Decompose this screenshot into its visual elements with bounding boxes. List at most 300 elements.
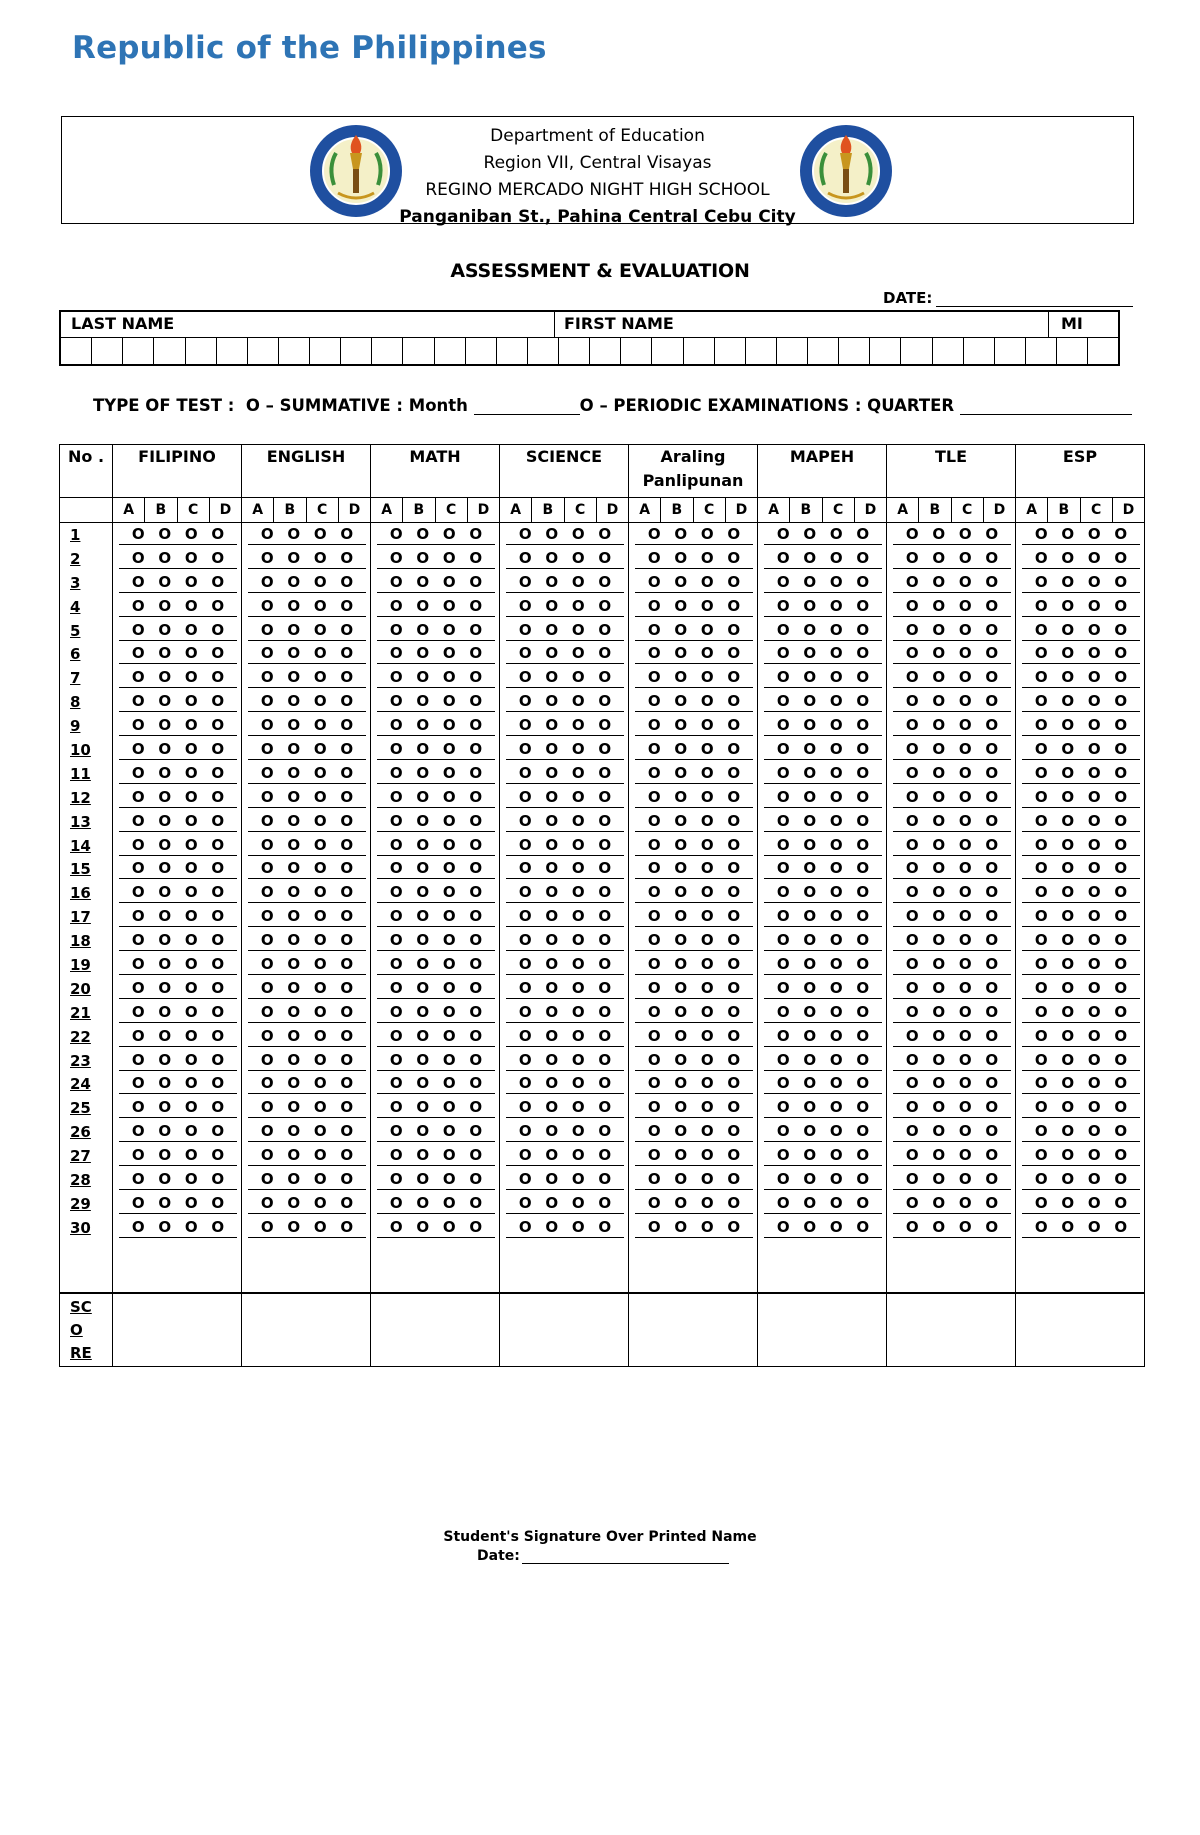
answer-bubble[interactable]: O	[545, 572, 559, 591]
answer-bubble[interactable]: O	[700, 739, 714, 758]
answer-bubble[interactable]: O	[545, 1002, 559, 1021]
answer-bubble[interactable]: O	[1034, 1098, 1048, 1117]
answer-bubble[interactable]: O	[260, 907, 274, 926]
answer-bubble[interactable]: O	[184, 596, 198, 615]
answer-bubble[interactable]: O	[1114, 883, 1128, 902]
answer-bubble[interactable]: O	[829, 978, 843, 997]
answer-bubble[interactable]: O	[856, 1146, 870, 1165]
answer-bubble[interactable]: O	[211, 1074, 225, 1093]
answer-bubble[interactable]: O	[905, 668, 919, 687]
answer-bubble[interactable]: O	[727, 907, 741, 926]
answer-bubble[interactable]: O	[416, 763, 430, 782]
answer-bubble[interactable]: O	[131, 572, 145, 591]
answer-bubble[interactable]: O	[700, 1074, 714, 1093]
answer-bubble[interactable]: O	[1034, 1146, 1048, 1165]
answer-bubble[interactable]: O	[985, 1146, 999, 1165]
answer-bubble[interactable]: O	[1114, 811, 1128, 830]
answer-bubble[interactable]: O	[131, 1050, 145, 1069]
answer-bubble[interactable]: O	[647, 1217, 661, 1236]
answer-bubble[interactable]: O	[1061, 572, 1075, 591]
answer-bubble[interactable]: O	[313, 739, 327, 758]
answer-bubble[interactable]: O	[469, 1193, 483, 1212]
answer-bubble[interactable]: O	[545, 978, 559, 997]
answer-bubble[interactable]: O	[985, 907, 999, 926]
answer-bubble[interactable]: O	[905, 596, 919, 615]
answer-bubble[interactable]: O	[598, 668, 612, 687]
answer-bubble[interactable]: O	[1087, 548, 1101, 567]
answer-bubble[interactable]: O	[442, 883, 456, 902]
answer-bubble[interactable]: O	[776, 524, 790, 543]
name-letter-box[interactable]	[217, 338, 248, 364]
answer-bubble[interactable]: O	[1087, 572, 1101, 591]
answer-bubble[interactable]: O	[598, 1026, 612, 1045]
answer-bubble[interactable]: O	[416, 644, 430, 663]
answer-bubble[interactable]: O	[442, 1074, 456, 1093]
answer-bubble[interactable]: O	[700, 644, 714, 663]
answer-bubble[interactable]: O	[598, 572, 612, 591]
answer-bubble[interactable]: O	[803, 716, 817, 735]
name-letter-box[interactable]	[61, 338, 92, 364]
answer-bubble[interactable]: O	[1114, 1193, 1128, 1212]
answer-bubble[interactable]: O	[340, 1074, 354, 1093]
answer-bubble[interactable]: O	[905, 548, 919, 567]
answer-bubble[interactable]: O	[1114, 1026, 1128, 1045]
answer-bubble[interactable]: O	[287, 1146, 301, 1165]
score-cell[interactable]	[629, 1293, 758, 1367]
answer-bubble[interactable]: O	[1061, 596, 1075, 615]
answer-bubble[interactable]: O	[158, 692, 172, 711]
answer-bubble[interactable]: O	[598, 787, 612, 806]
answer-bubble[interactable]: O	[856, 572, 870, 591]
answer-bubble[interactable]: O	[1114, 739, 1128, 758]
name-letter-box[interactable]	[497, 338, 528, 364]
answer-bubble[interactable]: O	[803, 692, 817, 711]
answer-bubble[interactable]: O	[287, 1169, 301, 1188]
answer-bubble[interactable]: O	[647, 811, 661, 830]
answer-bubble[interactable]: O	[211, 596, 225, 615]
answer-bubble[interactable]: O	[829, 716, 843, 735]
answer-bubble[interactable]: O	[442, 620, 456, 639]
answer-bubble[interactable]: O	[131, 1169, 145, 1188]
answer-bubble[interactable]: O	[700, 548, 714, 567]
answer-bubble[interactable]: O	[416, 1193, 430, 1212]
answer-bubble[interactable]: O	[905, 1026, 919, 1045]
answer-bubble[interactable]: O	[287, 787, 301, 806]
answer-bubble[interactable]: O	[389, 1026, 403, 1045]
answer-bubble[interactable]: O	[803, 811, 817, 830]
answer-bubble[interactable]: O	[184, 859, 198, 878]
answer-bubble[interactable]: O	[313, 1146, 327, 1165]
answer-bubble[interactable]: O	[340, 859, 354, 878]
answer-bubble[interactable]: O	[932, 524, 946, 543]
answer-bubble[interactable]: O	[1061, 620, 1075, 639]
answer-bubble[interactable]: O	[776, 978, 790, 997]
answer-bubble[interactable]: O	[131, 692, 145, 711]
answer-bubble[interactable]: O	[260, 1193, 274, 1212]
answer-bubble[interactable]: O	[260, 1146, 274, 1165]
answer-bubble[interactable]: O	[545, 1217, 559, 1236]
answer-bubble[interactable]: O	[442, 978, 456, 997]
answer-bubble[interactable]: O	[932, 883, 946, 902]
answer-bubble[interactable]: O	[1087, 1217, 1101, 1236]
answer-bubble[interactable]: O	[1114, 978, 1128, 997]
answer-bubble[interactable]: O	[598, 596, 612, 615]
answer-bubble[interactable]: O	[727, 787, 741, 806]
answer-bubble[interactable]: O	[1061, 954, 1075, 973]
answer-bubble[interactable]: O	[1087, 668, 1101, 687]
answer-bubble[interactable]: O	[416, 572, 430, 591]
answer-bubble[interactable]: O	[932, 620, 946, 639]
answer-bubble[interactable]: O	[1087, 1169, 1101, 1188]
answer-bubble[interactable]: O	[932, 1026, 946, 1045]
answer-bubble[interactable]: O	[442, 644, 456, 663]
answer-bubble[interactable]: O	[469, 835, 483, 854]
periodic-option[interactable]: O – PERIODIC EXAMINATIONS : QUARTER	[579, 396, 955, 415]
answer-bubble[interactable]: O	[287, 978, 301, 997]
answer-bubble[interactable]: O	[158, 931, 172, 950]
answer-bubble[interactable]: O	[958, 1098, 972, 1117]
answer-bubble[interactable]: O	[571, 548, 585, 567]
answer-bubble[interactable]: O	[389, 978, 403, 997]
answer-bubble[interactable]: O	[856, 1050, 870, 1069]
answer-bubble[interactable]: O	[184, 668, 198, 687]
signature-date-field[interactable]	[477, 1548, 729, 1564]
answer-bubble[interactable]: O	[131, 1098, 145, 1117]
answer-bubble[interactable]: O	[1061, 1193, 1075, 1212]
answer-bubble[interactable]: O	[313, 859, 327, 878]
answer-bubble[interactable]: O	[287, 835, 301, 854]
answer-bubble[interactable]: O	[727, 548, 741, 567]
name-letter-box[interactable]	[621, 338, 652, 364]
answer-bubble[interactable]: O	[700, 1169, 714, 1188]
answer-bubble[interactable]: O	[469, 548, 483, 567]
answer-bubble[interactable]: O	[340, 668, 354, 687]
answer-bubble[interactable]: O	[518, 1098, 532, 1117]
answer-bubble[interactable]: O	[287, 620, 301, 639]
answer-bubble[interactable]: O	[1087, 739, 1101, 758]
answer-bubble[interactable]: O	[340, 1146, 354, 1165]
answer-bubble[interactable]: O	[260, 811, 274, 830]
answer-bubble[interactable]: O	[211, 1002, 225, 1021]
answer-bubble[interactable]: O	[260, 572, 274, 591]
answer-bubble[interactable]: O	[158, 596, 172, 615]
answer-bubble[interactable]: O	[776, 1217, 790, 1236]
answer-bubble[interactable]: O	[313, 1002, 327, 1021]
answer-bubble[interactable]: O	[416, 1217, 430, 1236]
answer-bubble[interactable]: O	[287, 763, 301, 782]
answer-bubble[interactable]: O	[803, 1074, 817, 1093]
answer-bubble[interactable]: O	[1061, 1098, 1075, 1117]
answer-bubble[interactable]: O	[184, 1098, 198, 1117]
answer-bubble[interactable]: O	[1087, 1026, 1101, 1045]
answer-bubble[interactable]: O	[260, 524, 274, 543]
answer-bubble[interactable]: O	[518, 668, 532, 687]
answer-bubble[interactable]: O	[131, 596, 145, 615]
answer-bubble[interactable]: O	[905, 692, 919, 711]
answer-bubble[interactable]: O	[416, 907, 430, 926]
answer-bubble[interactable]: O	[571, 931, 585, 950]
answer-bubble[interactable]: O	[958, 859, 972, 878]
score-cell[interactable]	[887, 1293, 1016, 1367]
answer-bubble[interactable]: O	[545, 692, 559, 711]
answer-bubble[interactable]: O	[647, 787, 661, 806]
answer-bubble[interactable]: O	[340, 1217, 354, 1236]
answer-bubble[interactable]: O	[571, 572, 585, 591]
answer-bubble[interactable]: O	[1034, 692, 1048, 711]
answer-bubble[interactable]: O	[416, 620, 430, 639]
answer-bubble[interactable]: O	[571, 596, 585, 615]
answer-bubble[interactable]: O	[416, 1026, 430, 1045]
answer-bubble[interactable]: O	[1114, 1074, 1128, 1093]
answer-bubble[interactable]: O	[442, 668, 456, 687]
answer-bubble[interactable]: O	[469, 620, 483, 639]
answer-bubble[interactable]: O	[518, 1050, 532, 1069]
answer-bubble[interactable]: O	[674, 859, 688, 878]
answer-bubble[interactable]: O	[985, 524, 999, 543]
answer-bubble[interactable]: O	[803, 572, 817, 591]
name-letter-box[interactable]	[590, 338, 621, 364]
answer-bubble[interactable]: O	[856, 1026, 870, 1045]
answer-bubble[interactable]: O	[803, 620, 817, 639]
answer-bubble[interactable]: O	[287, 954, 301, 973]
answer-bubble[interactable]: O	[958, 763, 972, 782]
answer-bubble[interactable]: O	[700, 978, 714, 997]
answer-bubble[interactable]: O	[856, 716, 870, 735]
answer-bubble[interactable]: O	[985, 835, 999, 854]
answer-bubble[interactable]: O	[598, 739, 612, 758]
answer-bubble[interactable]: O	[803, 1026, 817, 1045]
answer-bubble[interactable]: O	[518, 644, 532, 663]
answer-bubble[interactable]: O	[700, 931, 714, 950]
answer-bubble[interactable]: O	[416, 739, 430, 758]
answer-bubble[interactable]: O	[131, 907, 145, 926]
answer-bubble[interactable]: O	[442, 954, 456, 973]
name-letter-box[interactable]	[901, 338, 932, 364]
answer-bubble[interactable]: O	[184, 907, 198, 926]
answer-bubble[interactable]: O	[932, 1169, 946, 1188]
answer-bubble[interactable]: O	[389, 1074, 403, 1093]
answer-bubble[interactable]: O	[598, 954, 612, 973]
answer-bubble[interactable]: O	[389, 931, 403, 950]
answer-bubble[interactable]: O	[1034, 978, 1048, 997]
answer-bubble[interactable]: O	[340, 572, 354, 591]
answer-bubble[interactable]: O	[985, 739, 999, 758]
answer-bubble[interactable]: O	[1061, 524, 1075, 543]
answer-bubble[interactable]: O	[158, 763, 172, 782]
answer-bubble[interactable]: O	[1034, 1169, 1048, 1188]
answer-bubble[interactable]: O	[776, 1169, 790, 1188]
answer-bubble[interactable]: O	[776, 1122, 790, 1141]
answer-bubble[interactable]: O	[727, 763, 741, 782]
answer-bubble[interactable]: O	[442, 1098, 456, 1117]
answer-bubble[interactable]: O	[545, 668, 559, 687]
answer-bubble[interactable]: O	[313, 787, 327, 806]
answer-bubble[interactable]: O	[389, 1193, 403, 1212]
answer-bubble[interactable]: O	[598, 1169, 612, 1188]
answer-bubble[interactable]: O	[1087, 883, 1101, 902]
answer-bubble[interactable]: O	[416, 668, 430, 687]
answer-bubble[interactable]: O	[856, 811, 870, 830]
answer-bubble[interactable]: O	[211, 739, 225, 758]
answer-bubble[interactable]: O	[158, 907, 172, 926]
answer-bubble[interactable]: O	[287, 1002, 301, 1021]
answer-bubble[interactable]: O	[469, 1002, 483, 1021]
answer-bubble[interactable]: O	[211, 716, 225, 735]
answer-bubble[interactable]: O	[340, 811, 354, 830]
answer-bubble[interactable]: O	[442, 859, 456, 878]
answer-bubble[interactable]: O	[340, 787, 354, 806]
answer-bubble[interactable]: O	[856, 548, 870, 567]
answer-bubble[interactable]: O	[340, 1050, 354, 1069]
name-letter-box[interactable]	[435, 338, 466, 364]
answer-bubble[interactable]: O	[700, 1002, 714, 1021]
answer-bubble[interactable]: O	[674, 739, 688, 758]
answer-bubble[interactable]: O	[1061, 811, 1075, 830]
answer-bubble[interactable]: O	[932, 739, 946, 758]
name-letter-box[interactable]	[559, 338, 590, 364]
answer-bubble[interactable]: O	[727, 1169, 741, 1188]
answer-bubble[interactable]: O	[647, 644, 661, 663]
answer-bubble[interactable]: O	[340, 596, 354, 615]
answer-bubble[interactable]: O	[571, 1217, 585, 1236]
answer-bubble[interactable]: O	[958, 548, 972, 567]
answer-bubble[interactable]: O	[158, 1050, 172, 1069]
answer-bubble[interactable]: O	[469, 692, 483, 711]
answer-bubble[interactable]: O	[1114, 859, 1128, 878]
answer-bubble[interactable]: O	[803, 907, 817, 926]
answer-bubble[interactable]: O	[932, 931, 946, 950]
answer-bubble[interactable]: O	[1114, 668, 1128, 687]
summative-option[interactable]: O – SUMMATIVE : Month	[245, 396, 468, 415]
answer-bubble[interactable]: O	[856, 931, 870, 950]
answer-bubble[interactable]: O	[340, 907, 354, 926]
answer-bubble[interactable]: O	[545, 859, 559, 878]
answer-bubble[interactable]: O	[803, 1050, 817, 1069]
answer-bubble[interactable]: O	[776, 692, 790, 711]
answer-bubble[interactable]: O	[958, 978, 972, 997]
answer-bubble[interactable]: O	[416, 1098, 430, 1117]
name-letter-box[interactable]	[92, 338, 123, 364]
name-letter-box[interactable]	[964, 338, 995, 364]
answer-bubble[interactable]: O	[158, 620, 172, 639]
answer-bubble[interactable]: O	[856, 954, 870, 973]
answer-bubble[interactable]: O	[985, 931, 999, 950]
answer-bubble[interactable]: O	[340, 644, 354, 663]
answer-bubble[interactable]: O	[932, 548, 946, 567]
answer-bubble[interactable]: O	[469, 978, 483, 997]
answer-bubble[interactable]: O	[571, 644, 585, 663]
answer-bubble[interactable]: O	[184, 644, 198, 663]
answer-bubble[interactable]: O	[442, 1193, 456, 1212]
answer-bubble[interactable]: O	[571, 954, 585, 973]
answer-bubble[interactable]: O	[260, 1217, 274, 1236]
answer-bubble[interactable]: O	[260, 931, 274, 950]
answer-bubble[interactable]: O	[260, 978, 274, 997]
answer-bubble[interactable]: O	[442, 1169, 456, 1188]
quarter-blank[interactable]	[960, 400, 1132, 415]
name-letter-box[interactable]	[1026, 338, 1057, 364]
answer-bubble[interactable]: O	[932, 668, 946, 687]
answer-bubble[interactable]: O	[184, 1074, 198, 1093]
answer-bubble[interactable]: O	[829, 907, 843, 926]
answer-bubble[interactable]: O	[313, 1122, 327, 1141]
answer-bubble[interactable]: O	[545, 1122, 559, 1141]
answer-bubble[interactable]: O	[598, 931, 612, 950]
answer-bubble[interactable]: O	[545, 1026, 559, 1045]
answer-bubble[interactable]: O	[442, 548, 456, 567]
answer-bubble[interactable]: O	[1087, 644, 1101, 663]
answer-bubble[interactable]: O	[518, 859, 532, 878]
answer-bubble[interactable]: O	[829, 954, 843, 973]
answer-bubble[interactable]: O	[958, 1074, 972, 1093]
answer-bubble[interactable]: O	[776, 1146, 790, 1165]
answer-bubble[interactable]: O	[313, 620, 327, 639]
answer-bubble[interactable]: O	[674, 548, 688, 567]
answer-bubble[interactable]: O	[803, 1146, 817, 1165]
answer-bubble[interactable]: O	[803, 1098, 817, 1117]
answer-bubble[interactable]: O	[211, 811, 225, 830]
answer-bubble[interactable]: O	[1087, 620, 1101, 639]
signature-date-blank[interactable]	[522, 1549, 729, 1564]
answer-bubble[interactable]: O	[131, 954, 145, 973]
name-letter-box[interactable]	[933, 338, 964, 364]
answer-bubble[interactable]: O	[727, 1074, 741, 1093]
answer-bubble[interactable]: O	[829, 1098, 843, 1117]
answer-bubble[interactable]: O	[340, 883, 354, 902]
answer-bubble[interactable]: O	[803, 978, 817, 997]
answer-bubble[interactable]: O	[647, 1146, 661, 1165]
answer-bubble[interactable]: O	[598, 859, 612, 878]
answer-bubble[interactable]: O	[260, 644, 274, 663]
answer-bubble[interactable]: O	[340, 692, 354, 711]
answer-bubble[interactable]: O	[1034, 596, 1048, 615]
answer-bubble[interactable]: O	[647, 907, 661, 926]
answer-bubble[interactable]: O	[803, 644, 817, 663]
answer-bubble[interactable]: O	[211, 763, 225, 782]
answer-bubble[interactable]: O	[776, 548, 790, 567]
answer-bubble[interactable]: O	[856, 739, 870, 758]
answer-bubble[interactable]: O	[727, 739, 741, 758]
answer-bubble[interactable]: O	[776, 596, 790, 615]
answer-bubble[interactable]: O	[184, 739, 198, 758]
answer-bubble[interactable]: O	[958, 524, 972, 543]
answer-bubble[interactable]: O	[598, 1217, 612, 1236]
answer-bubble[interactable]: O	[340, 763, 354, 782]
answer-bubble[interactable]: O	[647, 1169, 661, 1188]
answer-bubble[interactable]: O	[1061, 1146, 1075, 1165]
answer-bubble[interactable]: O	[647, 1002, 661, 1021]
answer-bubble[interactable]: O	[932, 572, 946, 591]
answer-bubble[interactable]: O	[700, 763, 714, 782]
answer-bubble[interactable]: O	[829, 572, 843, 591]
answer-bubble[interactable]: O	[389, 1002, 403, 1021]
answer-bubble[interactable]: O	[803, 1002, 817, 1021]
answer-bubble[interactable]: O	[158, 859, 172, 878]
answer-bubble[interactable]: O	[674, 1169, 688, 1188]
answer-bubble[interactable]: O	[469, 1146, 483, 1165]
answer-bubble[interactable]: O	[1034, 883, 1048, 902]
answer-bubble[interactable]: O	[518, 1146, 532, 1165]
answer-bubble[interactable]: O	[571, 1169, 585, 1188]
answer-bubble[interactable]: O	[1087, 1050, 1101, 1069]
answer-bubble[interactable]: O	[1114, 1050, 1128, 1069]
answer-bubble[interactable]: O	[958, 883, 972, 902]
answer-bubble[interactable]: O	[340, 1098, 354, 1117]
answer-bubble[interactable]: O	[674, 716, 688, 735]
answer-bubble[interactable]: O	[700, 620, 714, 639]
answer-bubble[interactable]: O	[571, 907, 585, 926]
answer-bubble[interactable]: O	[469, 859, 483, 878]
